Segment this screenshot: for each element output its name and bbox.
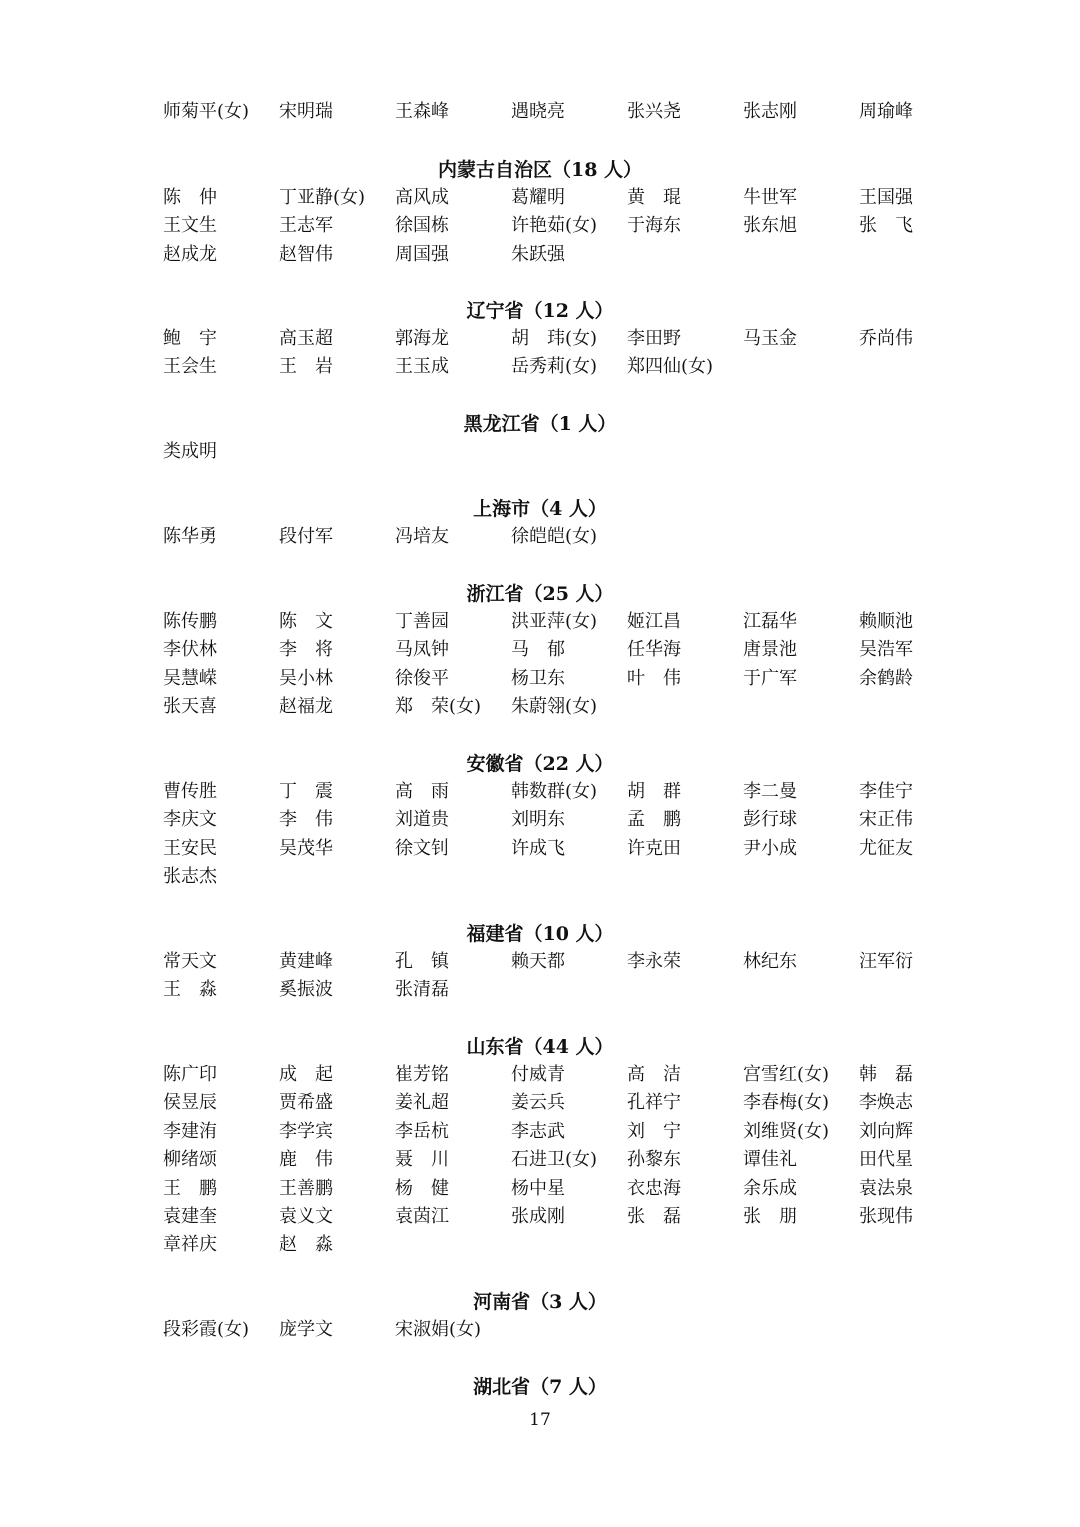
person-name: 赵 淼 bbox=[279, 1234, 333, 1256]
person-name: 尹小成 bbox=[743, 837, 797, 859]
person-name: 马凤钟 bbox=[395, 639, 449, 661]
person-name: 李焕志 bbox=[859, 1092, 913, 1114]
person-name: 柳绪颂 bbox=[163, 1149, 217, 1171]
person-name: 于海东 bbox=[627, 215, 681, 237]
name-row bbox=[163, 212, 975, 240]
person-name: 奚振波 bbox=[279, 979, 333, 1001]
person-name: 王国强 bbox=[859, 187, 913, 208]
person-name: 孙黎东 bbox=[627, 1149, 681, 1171]
person-name: 郑 荣(女) bbox=[395, 696, 482, 718]
person-name: 唐景池 bbox=[743, 639, 797, 661]
person-name: 陈 文 bbox=[279, 611, 333, 632]
section-heading: 湖北省（7 人） bbox=[473, 1376, 607, 1398]
person-name: 李学宾 bbox=[279, 1120, 333, 1142]
person-name: 王玉成 bbox=[395, 356, 449, 378]
name-row bbox=[163, 241, 975, 269]
person-name: 李 将 bbox=[279, 639, 333, 661]
person-name: 丁 震 bbox=[279, 781, 333, 802]
name-row bbox=[163, 1089, 975, 1117]
person-name: 王 岩 bbox=[279, 356, 333, 378]
name-row bbox=[163, 1118, 975, 1146]
person-name: 赖天都 bbox=[511, 951, 565, 972]
person-name: 朱蔚翎(女) bbox=[511, 696, 598, 718]
name-row bbox=[163, 1146, 975, 1174]
person-name: 丁善园 bbox=[395, 611, 449, 632]
person-name: 刘道贵 bbox=[395, 809, 449, 831]
person-name: 王森峰 bbox=[395, 101, 449, 122]
person-name: 王安民 bbox=[163, 837, 217, 859]
person-name: 田代星 bbox=[859, 1149, 913, 1171]
person-name: 李春梅(女) bbox=[743, 1092, 830, 1114]
person-name: 聂 川 bbox=[395, 1149, 449, 1171]
section-heading: 福建省（10 人） bbox=[466, 923, 614, 945]
person-name: 张 朋 bbox=[743, 1206, 797, 1227]
name-row bbox=[163, 353, 975, 381]
person-name: 高风成 bbox=[395, 187, 449, 208]
person-name: 汪军衍 bbox=[859, 951, 913, 972]
person-name: 陈华勇 bbox=[163, 526, 217, 547]
person-name: 周瑜峰 bbox=[859, 101, 913, 122]
person-name: 乔尚伟 bbox=[859, 328, 913, 349]
person-name: 石进卫(女) bbox=[511, 1149, 598, 1171]
person-name: 彭行球 bbox=[743, 809, 797, 831]
person-name: 袁法泉 bbox=[859, 1177, 913, 1199]
section-heading: 内蒙古自治区（18 人） bbox=[437, 159, 643, 181]
name-row bbox=[163, 976, 975, 1004]
person-name: 段付军 bbox=[279, 526, 333, 547]
person-name: 余鹤龄 bbox=[859, 667, 913, 689]
person-name: 袁茵江 bbox=[395, 1206, 449, 1227]
person-name: 王善鹏 bbox=[279, 1177, 333, 1199]
person-name: 王文生 bbox=[163, 215, 217, 237]
person-name: 谭佳礼 bbox=[743, 1149, 797, 1171]
person-name: 张成刚 bbox=[511, 1206, 565, 1227]
person-name: 高 雨 bbox=[395, 781, 449, 802]
person-name: 崔芳铭 bbox=[395, 1064, 449, 1085]
person-name: 侯昱辰 bbox=[163, 1092, 217, 1114]
person-name: 付威青 bbox=[511, 1064, 565, 1085]
person-name: 陈 仲 bbox=[163, 187, 217, 208]
person-name: 陈传鹏 bbox=[163, 611, 217, 632]
person-name: 赵智伟 bbox=[279, 243, 333, 265]
person-name: 宋淑娟(女) bbox=[395, 1319, 482, 1340]
person-name: 徐俊平 bbox=[395, 667, 449, 689]
section-heading: 山东省（44 人） bbox=[466, 1036, 614, 1058]
person-name: 宋明瑞 bbox=[279, 101, 333, 122]
name-row bbox=[163, 693, 975, 721]
person-name: 江磊华 bbox=[743, 611, 797, 632]
person-name: 袁建奎 bbox=[163, 1206, 217, 1227]
person-name: 张清磊 bbox=[395, 979, 449, 1001]
name-row bbox=[163, 806, 975, 834]
name-row bbox=[163, 608, 975, 636]
name-row bbox=[163, 1061, 975, 1089]
person-name: 吴浩军 bbox=[859, 639, 913, 661]
person-name: 吴小林 bbox=[279, 667, 333, 689]
person-name: 宫雪红(女) bbox=[743, 1064, 830, 1085]
person-name: 牛世军 bbox=[743, 187, 797, 208]
person-name: 衣忠海 bbox=[627, 1177, 681, 1199]
name-row bbox=[163, 636, 975, 664]
person-name: 常天文 bbox=[163, 951, 217, 972]
person-name: 鹿 伟 bbox=[279, 1149, 333, 1171]
person-name: 余乐成 bbox=[743, 1177, 797, 1199]
person-name: 黄建峰 bbox=[279, 951, 333, 972]
person-name: 张 磊 bbox=[627, 1206, 681, 1227]
person-name: 张志刚 bbox=[743, 101, 797, 122]
person-name: 宋正伟 bbox=[859, 809, 913, 831]
person-name: 李志武 bbox=[511, 1120, 565, 1142]
person-name: 成 起 bbox=[279, 1064, 333, 1085]
person-name: 李永荣 bbox=[627, 951, 681, 972]
person-name: 刘明东 bbox=[511, 809, 565, 831]
person-name: 于广军 bbox=[743, 667, 797, 689]
person-name: 姬江昌 bbox=[627, 611, 681, 632]
name-row bbox=[163, 778, 975, 806]
person-name: 姜云兵 bbox=[511, 1092, 565, 1114]
person-name: 张兴尧 bbox=[627, 101, 681, 122]
person-name: 王志军 bbox=[279, 215, 333, 237]
person-name: 尤征友 bbox=[859, 837, 913, 859]
person-name: 李 伟 bbox=[279, 809, 333, 831]
person-name: 王会生 bbox=[163, 356, 217, 378]
person-name: 张 飞 bbox=[859, 215, 913, 237]
person-name: 郑四仙(女) bbox=[627, 356, 714, 378]
person-name: 叶 伟 bbox=[627, 667, 681, 689]
person-name: 杨卫东 bbox=[511, 667, 565, 689]
section-heading: 河南省（3 人） bbox=[473, 1291, 607, 1313]
person-name: 李田野 bbox=[627, 328, 681, 349]
person-name: 许艳茹(女) bbox=[511, 215, 598, 237]
person-name: 胡 群 bbox=[627, 781, 681, 802]
person-name: 徐皑皑(女) bbox=[511, 526, 598, 547]
person-name: 高 洁 bbox=[627, 1064, 681, 1085]
person-name: 朱跃强 bbox=[511, 243, 565, 265]
person-name: 李佳宁 bbox=[859, 781, 913, 802]
name-row bbox=[163, 665, 975, 693]
person-name: 赵福龙 bbox=[279, 696, 333, 718]
person-name: 李伏林 bbox=[163, 639, 217, 661]
section-heading: 上海市（4 人） bbox=[473, 498, 607, 520]
person-name: 鲍 宇 bbox=[163, 328, 217, 349]
name-row bbox=[163, 184, 975, 212]
person-name: 葛耀明 bbox=[511, 187, 565, 208]
person-name: 韩 磊 bbox=[859, 1064, 913, 1085]
person-name: 黄 琨 bbox=[627, 187, 681, 208]
person-name: 张志杰 bbox=[163, 866, 217, 888]
name-row bbox=[163, 863, 975, 891]
person-name: 刘向辉 bbox=[859, 1120, 913, 1142]
person-name: 孔 镇 bbox=[395, 951, 449, 972]
name-row bbox=[163, 1175, 975, 1203]
person-name: 贾希盛 bbox=[279, 1092, 333, 1114]
person-name: 孟 鹏 bbox=[627, 809, 681, 831]
page-number: 17 bbox=[529, 1410, 551, 1430]
person-name: 丁亚静(女) bbox=[279, 187, 366, 208]
name-row bbox=[163, 523, 975, 551]
name-row bbox=[163, 98, 975, 126]
person-name: 洪亚萍(女) bbox=[511, 611, 598, 632]
person-name: 赵成龙 bbox=[163, 243, 217, 265]
person-name: 李庆文 bbox=[163, 809, 217, 831]
name-row bbox=[163, 835, 975, 863]
person-name: 杨 健 bbox=[395, 1177, 449, 1199]
person-name: 周国强 bbox=[395, 243, 449, 265]
person-name: 许克田 bbox=[627, 837, 681, 859]
person-name: 类成明 bbox=[163, 441, 217, 462]
person-name: 陈广印 bbox=[163, 1064, 217, 1085]
person-name: 胡 玮(女) bbox=[511, 328, 598, 349]
person-name: 杨中星 bbox=[511, 1177, 565, 1199]
section-heading: 浙江省（25 人） bbox=[466, 583, 614, 605]
person-name: 袁义文 bbox=[279, 1206, 333, 1227]
person-name: 李岳杭 bbox=[395, 1120, 449, 1142]
person-name: 曹传胜 bbox=[163, 781, 217, 802]
name-row bbox=[163, 325, 975, 353]
person-name: 郭海龙 bbox=[395, 328, 449, 349]
person-name: 冯培友 bbox=[395, 526, 449, 547]
person-name: 李二曼 bbox=[743, 781, 797, 802]
person-name: 刘维贤(女) bbox=[743, 1120, 830, 1142]
name-row bbox=[163, 438, 975, 466]
person-name: 高玉超 bbox=[279, 328, 333, 349]
section-heading: 辽宁省（12 人） bbox=[466, 300, 614, 322]
person-name: 张天喜 bbox=[163, 696, 217, 718]
person-name: 刘 宁 bbox=[627, 1120, 681, 1142]
person-name: 遇晓亮 bbox=[511, 101, 565, 122]
person-name: 段彩霞(女) bbox=[163, 1319, 250, 1340]
person-name: 吴茂华 bbox=[279, 837, 333, 859]
person-name: 庞学文 bbox=[279, 1319, 333, 1340]
person-name: 王 淼 bbox=[163, 979, 217, 1001]
name-row bbox=[163, 1203, 975, 1231]
person-name: 李建洧 bbox=[163, 1120, 217, 1142]
person-name: 姜礼超 bbox=[395, 1092, 449, 1114]
name-row bbox=[163, 948, 975, 976]
person-name: 徐国栋 bbox=[395, 215, 449, 237]
person-name: 林纪东 bbox=[743, 951, 797, 972]
person-name: 徐文钊 bbox=[395, 837, 449, 859]
person-name: 岳秀莉(女) bbox=[511, 356, 598, 378]
person-name: 许成飞 bbox=[511, 837, 565, 859]
person-name: 韩数群(女) bbox=[511, 781, 598, 802]
person-name: 张东旭 bbox=[743, 215, 797, 237]
section-heading: 黑龙江省（1 人） bbox=[463, 413, 617, 435]
section-heading: 安徽省（22 人） bbox=[466, 753, 614, 775]
person-name: 任华海 bbox=[627, 639, 681, 661]
person-name: 孔祥宁 bbox=[627, 1092, 681, 1114]
name-row bbox=[163, 1316, 975, 1344]
person-name: 王 鹏 bbox=[163, 1177, 217, 1199]
person-name: 马玉金 bbox=[743, 328, 797, 349]
person-name: 章祥庆 bbox=[163, 1234, 217, 1256]
person-name: 马 郁 bbox=[511, 639, 565, 661]
person-name: 赖顺池 bbox=[859, 611, 913, 632]
person-name: 张现伟 bbox=[859, 1206, 913, 1227]
person-name: 吴慧嵘 bbox=[163, 667, 217, 689]
person-name: 师菊平(女) bbox=[163, 101, 250, 122]
name-row bbox=[163, 1231, 975, 1259]
